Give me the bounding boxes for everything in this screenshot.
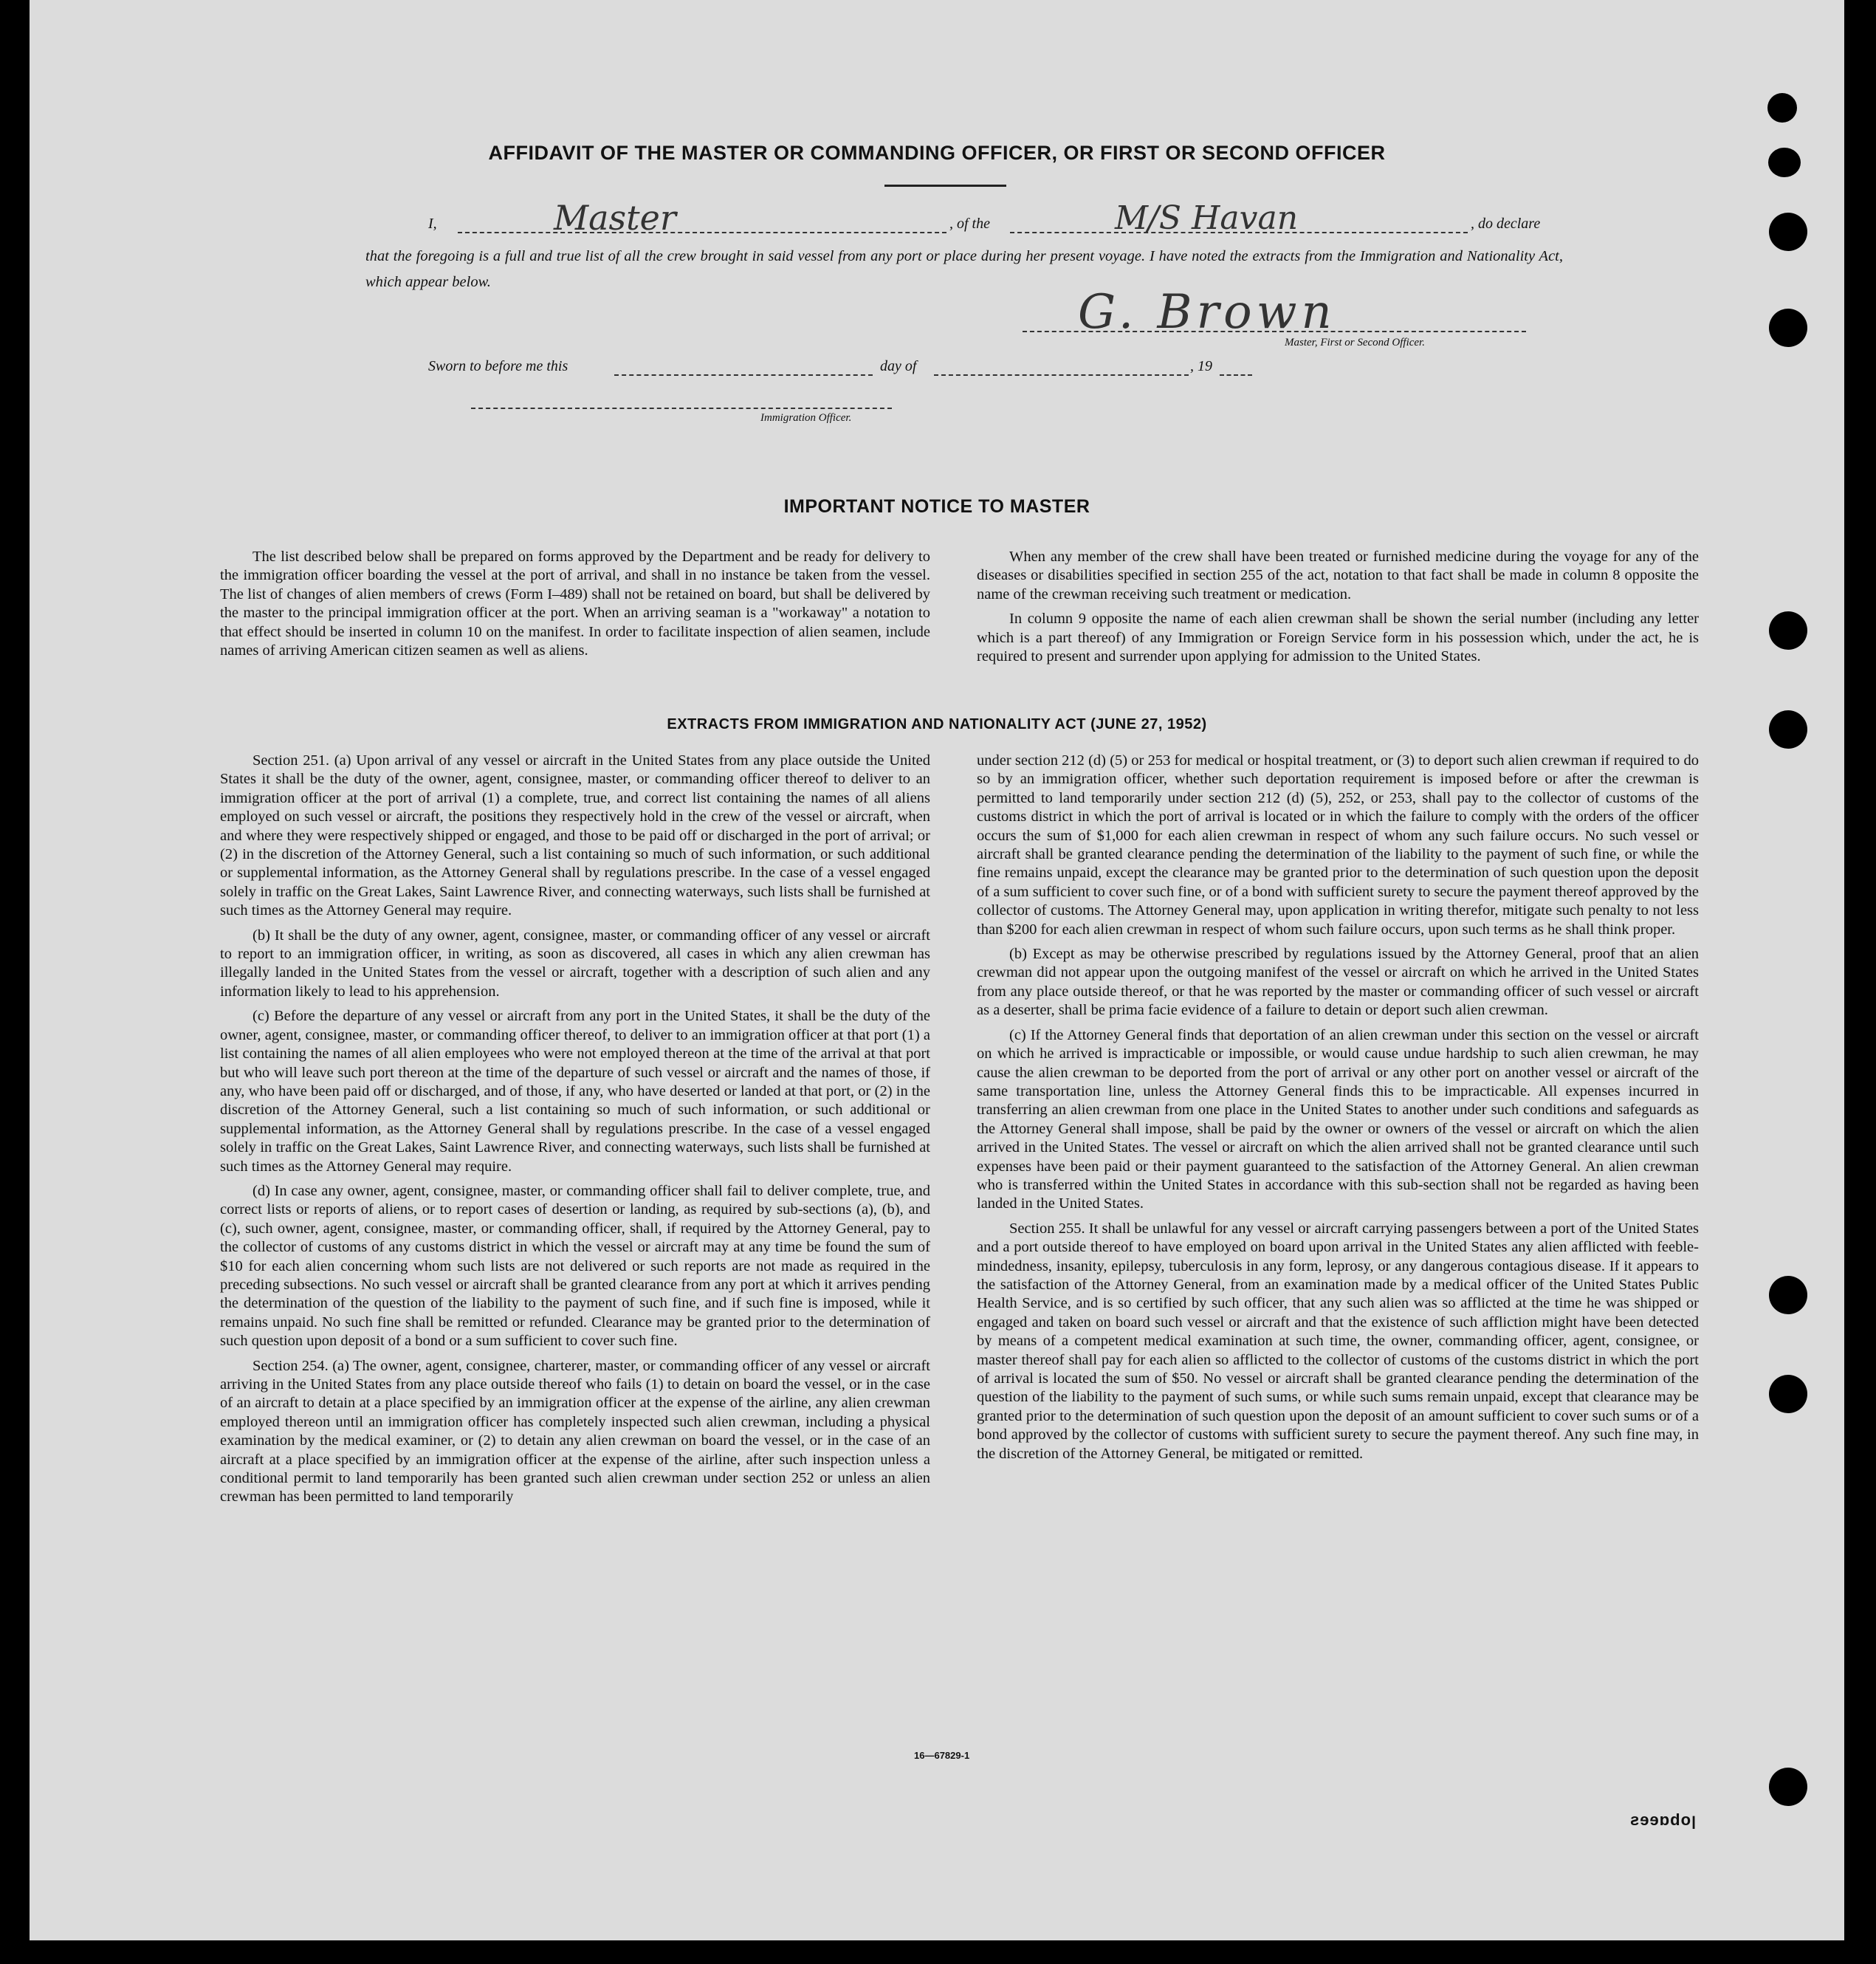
signature-line [1023,331,1526,332]
immigration-officer-caption: Immigration Officer. [760,412,852,424]
extracts-title: EXTRACTS FROM IMMIGRATION AND NATIONALITY ACT (JUNE 27, 1952) [667,716,1207,732]
microfilm-stamp: ƨɘɘɒdoꞁ [1630,1810,1697,1829]
punch-hole [1769,1276,1807,1314]
affidavit-title: AFFIDAVIT OF THE MASTER OR COMMANDING OFFICER, OR FIRST OR SECOND OFFICER [488,142,1386,164]
handwritten-vessel: M/S Havan [1115,199,1299,237]
declaration-text: that the foregoing is a full and true list of all the crew brought in said vessel from any port or place during her present voyage. I have noted the extracts from the Immigration and Nationality Act, which appear below. [365,248,1563,290]
punch-hole [1769,1768,1807,1806]
sworn-month-blank [934,368,1189,376]
notice-left-paragraph: The list described below shall be prepared on forms approved by the Department and be ready for delivery to the immigration officer boarding the vessel at the port of arrival, and shall in no instance be taken from the vessel. The list of changes of alien members of crews (Form I–489) shall not be retained on board, but shall be delivered by the master to the principal immigration officer at the port. When an arriving seaman is a "workaway" a notation to that effect should be inserted in column 10 on the manifest. In order to facilitate inspection of alien seamen, include names of arriving American citizen seamen as well as aliens. [220,549,930,659]
extract-paragraph: Section 255. It shall be unlawful for any vessel or aircraft carrying passengers between a port of the United States and a port outside thereof to have employed on board upon arrival in the United States any alien afflicted with feeble-mindedness, insanity, epilepsy, tuberculosis in any form, leprosy, or any dangerous contagious disease. If it appears to the satisfaction of the Attorney General, from an examination made by a medical officer of the United States Public Health Service, and is so certified by such officer, that any such alien was so afflicted at the time he was shipped or engaged and taken on board such vessel or aircraft and that the existence of such affliction might have been detected by means of a competent medical examination at such time, the owner, commanding officer, agent, consignee, or master thereof shall pay for each alien so afflicted to the collector of customs of the customs district in which the port of arrival is located the sum of $50. No vessel or aircraft shall be granted clearance pending the determination of the question of the liability to the payment of such sums, or while such sums remain unpaid, except that clearance may be granted prior to the determination of such question upon the deposit of an amount sufficient to cover such sums or of a bond approved by the collector of customs with sufficient surety to secure the payment thereof. Any such fine may, in the discretion of the Attorney General, be mitigated or remitted. [977,1220,1699,1462]
immigration-officer-line [471,408,892,409]
notice-right-paragraph: When any member of the crew shall have been treated or furnished medicine during the voyage for any of the diseases or disabilities specified in section 255 of the act, notation to that fact shall be made in column 8 opposite the name of the crewman receiving such treatment or medication. [977,549,1699,602]
notice-left-column [220,548,930,666]
punch-hole [1767,93,1797,123]
handwritten-name: Master [554,198,676,238]
notice-right-paragraph: In column 9 opposite the name of each alien crewman shall be shown the serial number (including any letter which is a part thereof) of any Immigration or Foreign Service form in his possession which, under the act, he is required to present and surrender upon applying for admission to the United States. [977,611,1699,665]
name-blank [458,226,946,233]
declaration-line-1: I, Master , of the M/S Havan , do declare [428,198,1541,238]
extract-paragraph: under section 212 (d) (5) or 253 for medical or hospital treatment, or (3) to deport such alien crewman if required to do so by an immigration officer, whether such deportation requirement is imposed before or after the crewman is permitted to land temporarily under section 212 (d) (5), 252, or 253, shall pay to the collector of customs of the customs district in which the port of arrival is located or in which the failure to comply with the orders of the officer occurs the sum of $1,000 for each alien crewman in respect of whom any such failure occurs. No such vessel or aircraft shall be granted clearance pending the determination of the liability to the payment of such fine, or while the fine remains unpaid, except the clearance may be granted prior to the determination of such question upon the deposit of a sum sufficient to cover such fine, or of a bond with sufficient surety to secure the payment thereof approved by the collector of customs. The Attorney General may, upon application in writing therefor, mitigate such penalty to not less than $200 for each alien crewman in respect of whom such failure occurs, upon such terms as he shall think proper. [977,752,1699,938]
extracts-left-column [220,752,930,1513]
title-rule [884,185,1006,187]
sworn-line: Sworn to before me this day of , 19 [399,358,1285,380]
extract-paragraph: (c) If the Attorney General finds that deportation of an alien crewman under this section on the vessel or aircraft on which he arrived is impracticable or impossible, or would cause undue hardship to such alien crewman, he may cause the alien crewman to be deported from the port of arrival or any other port on another vessel or aircraft of the same transportation line, unless the Attorney General finds this to be impracticable. All expenses incurred in transferring an alien crewman from one place in the United States to another under such conditions and safeguards as the Attorney General shall impose, shall be paid by the owner or owners of the vessel or aircraft on which the alien arrived in the United States. The vessel or aircraft on which the alien arrived shall not be granted clearance until such expenses have been paid or their payment guaranteed to the satisfaction of the Attorney General. An alien crewman who is transferred within the United States in accordance with this sub-section shall not be regarded as having been landed in the United States. [977,1026,1699,1212]
punch-hole [1769,213,1807,251]
extract-paragraph: Section 251. (a) Upon arrival of any vessel or aircraft in the United States from any place outside the United States it shall be the duty of the owner, agent, consignee, master, or commanding officer thereof to deliver to an immigration officer at the port of arrival (1) a complete, true, and correct list containing the names of all aliens employed on such vessel or aircraft, the positions they respectively hold in the crew of the vessel or aircraft, when and where they were respectively shipped or engaged, and those to be paid off or discharged in the port of arrival; or (2) in the discretion of the Attorney General, such a list containing so much of such information, or such additional or supplemental information, as the Attorney General shall by regulations prescribe. In the case of a vessel engaged solely in traffic on the Great Lakes, Saint Lawrence River, and connecting waterways, such lists shall be furnished at such times as the Attorney General may require. [220,752,930,919]
form-number: 16—67829-1 [914,1750,970,1761]
master-signature: G. Brown [1078,285,1336,340]
punch-hole [1769,611,1807,650]
extracts-right-column [977,752,1699,1469]
extract-paragraph: Section 254. (a) The owner, agent, consignee, charterer, master, or commanding officer of any vessel or aircraft arriving in the United States from any place outside thereof who fails (1) to detain on board the vessel, or in the case of an aircraft to detain at a place specified by an immigration officer at the expense of the airline, any alien crewman employed thereon until an immigration officer has completely inspected such alien crewman, including a physical examination by the medical examiner, or (2) to detain any alien crewman on board the vessel, or in the case of an aircraft at a place specified by an immigration officer at the expense of the airline, after such inspection unless a conditional permit to land temporarily has been granted such alien crewman under section 252 or unless an alien crewman has been permitted to land temporarily [220,1357,930,1505]
notice-title: IMPORTANT NOTICE TO MASTER [783,496,1090,517]
signature-caption: Master, First or Second Officer. [1285,337,1425,348]
extract-paragraph: (c) Before the departure of any vessel or aircraft from any port in the United States, it shall be the duty of the owner, agent, consignee, master, or commanding officer thereof, to deliver to an immigration officer at that port (1) a list containing the names of all alien employees who were not employed thereon at the time of the arrival at that port but who will leave such port thereon at the time of the departure of such vessel or aircraft and the names of those, if any, who have been paid off or discharged, and of those, if any, who have deserted or landed at that port, or (2) in the discretion of the Attorney General, such a list containing so much of such information, or such additional or supplemental information, as the Attorney General shall by regulations prescribe. In the case of a vessel engaged solely in traffic on the Great Lakes, Saint Lawrence River, and connecting waterways, such lists shall be furnished at such times as the Attorney General may require. [220,1008,930,1175]
punch-hole [1769,1375,1807,1413]
notice-right-column [977,548,1699,672]
extract-paragraph: (d) In case any owner, agent, consignee, master, or commanding officer shall fail to deliver complete, true, and correct lists or reports of aliens, or to report cases of desertion or landing, as required by sub-sections (a), (b), and (c), such owner, agent, consignee, master, or commanding officer, shall, if required by the Attorney General, pay to the collector of customs of any customs district in which the vessel or aircraft may at any time be found the sum of $10 for each alien concerning whom such lists are not delivered or such reports are not made as required in the preceding subsections. No such vessel or aircraft shall be granted clearance from any port at which it arrives pending the determination of the question of the liability to the payment of such fine, and if such fine is imposed, while it remains unpaid. No such fine shall be remitted or refunded. Clearance may be granted prior to the determination of such question upon deposit of a bond or a sum sufficient to cover such fine. [220,1182,930,1350]
punch-hole [1769,309,1807,347]
extract-paragraph: (b) Except as may be otherwise prescribed by regulations issued by the Attorney General, proof that an alien crewman did not appear upon the outgoing manifest of the vessel or aircraft on which he arrived in the United States from any place outside thereof, or that he was reported by the master or commanding officer of such vessel or aircraft as a deserter, shall be prima facie evidence of a failure to detain or deport such alien crewman. [977,946,1699,1019]
sworn-day-blank [614,368,873,376]
document-page [30,0,1844,1940]
extract-paragraph: (b) It shall be the duty of any owner, agent, consignee, master, or commanding officer of any vessel or aircraft to report to an immigration officer, in writing, as soon as discovered, all cases in which any alien crewman has illegally landed in the United States from the vessel or aircraft, together with a description of such alien and any information likely to lead to his apprehension. [220,927,930,1000]
sworn-year-blank [1220,368,1252,376]
